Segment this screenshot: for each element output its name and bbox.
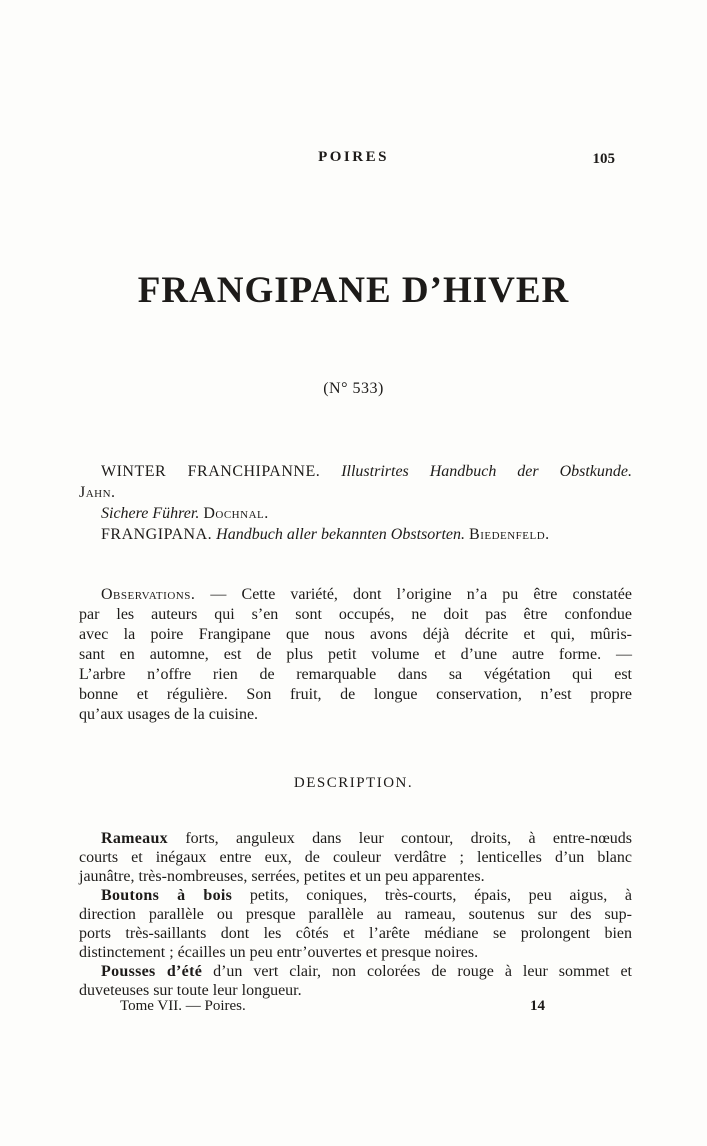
text-segment: d’un vert clair, non colorées de rouge à leur sommet et [202,963,632,980]
text-line: ports très-saillants dont les côtés et l’arête médiane se prolongent bien [79,925,632,942]
text-line: distinctement ; écailles un peu entr’ouvertes et presque noires. [79,944,479,961]
variety-title: FRANGIPANE D’HIVER [137,270,570,311]
variety-number: (N° 533) [323,380,384,397]
text-line [79,829,632,848]
signature-number: 14 [530,998,545,1014]
text-line [79,585,632,605]
synonym-line-2 [79,482,632,503]
page-number: 105 [592,151,615,167]
observations-paragraph [79,585,632,725]
text-line: direction parallèle ou presque parallèle au rameau, soutenus sur des sup- [79,906,632,923]
running-head [0,149,707,171]
text-line [79,886,632,905]
text-line: bonne et régulière. Son fruit, de longue conservation, n’est propre [79,686,632,703]
synonymy-section [79,461,632,545]
text-segment: petits, coniques, très-courts, épais, peu aigus, à [232,887,633,904]
synonym-author: Biedenfeld. [469,526,550,543]
text-line: L’arbre n’offre rien de remarquable dans sa végétation qui est [79,666,632,683]
synonym-source: Sichere Führer. [101,505,200,522]
text-segment: — Cette variété, dont l’origine n’a pu être constatée [195,586,632,603]
text-line: courts et inégaux entre eux, de couleur verdâtre ; lenticelles d’un blanc [79,849,632,866]
description-heading: DESCRIPTION. [293,775,414,791]
text-segment: forts, anguleux dans leur contour, droits, à entre-nœuds [167,830,632,847]
synonym-line-4 [79,524,632,545]
page-footer [79,998,632,1020]
text-line: avec la poire Frangipane que nous avons déjà décrite et qui, mûris- [79,626,632,643]
synonym-source: Handbuch aller bekannten Obstsorten. [216,526,466,543]
synonym-line-3 [79,503,632,524]
text-line: par les auteurs qui s’en sont occupés, ne doit pas être confondue [79,606,632,623]
synonym-name: WINTER FRANCHIPANNE. [101,463,321,480]
paragraph-lead: Observations. [101,586,196,603]
synonym-line-1 [79,461,632,482]
synonym-author: Jahn. [79,484,116,501]
text-line [79,962,632,981]
running-title: POIRES [318,149,389,165]
synonym-source: Illustrirtes Handbuch der Obstkunde. [341,463,633,480]
text-line: duveteuses sur toute leur longueur. [79,982,302,999]
text-line: sant en automne, est de plus petit volume et d’une autre forme. — [79,646,632,663]
volume-label: Tome VII. — Poires. [120,998,246,1014]
synonym-name: FRANGIPANA. [101,526,213,543]
text-line: qu’aux usages de la cuisine. [79,706,259,723]
paragraph-lead: Boutons à bois [101,887,233,904]
text-line: jaunâtre, très-nombreuses, serrées, petites et un peu apparentes. [79,868,485,885]
paragraph-lead: Pousses d’été [101,963,203,980]
synonym-author: Dochnal. [203,505,269,522]
description-section [79,829,632,1000]
paragraph-lead: Rameaux [101,830,168,847]
